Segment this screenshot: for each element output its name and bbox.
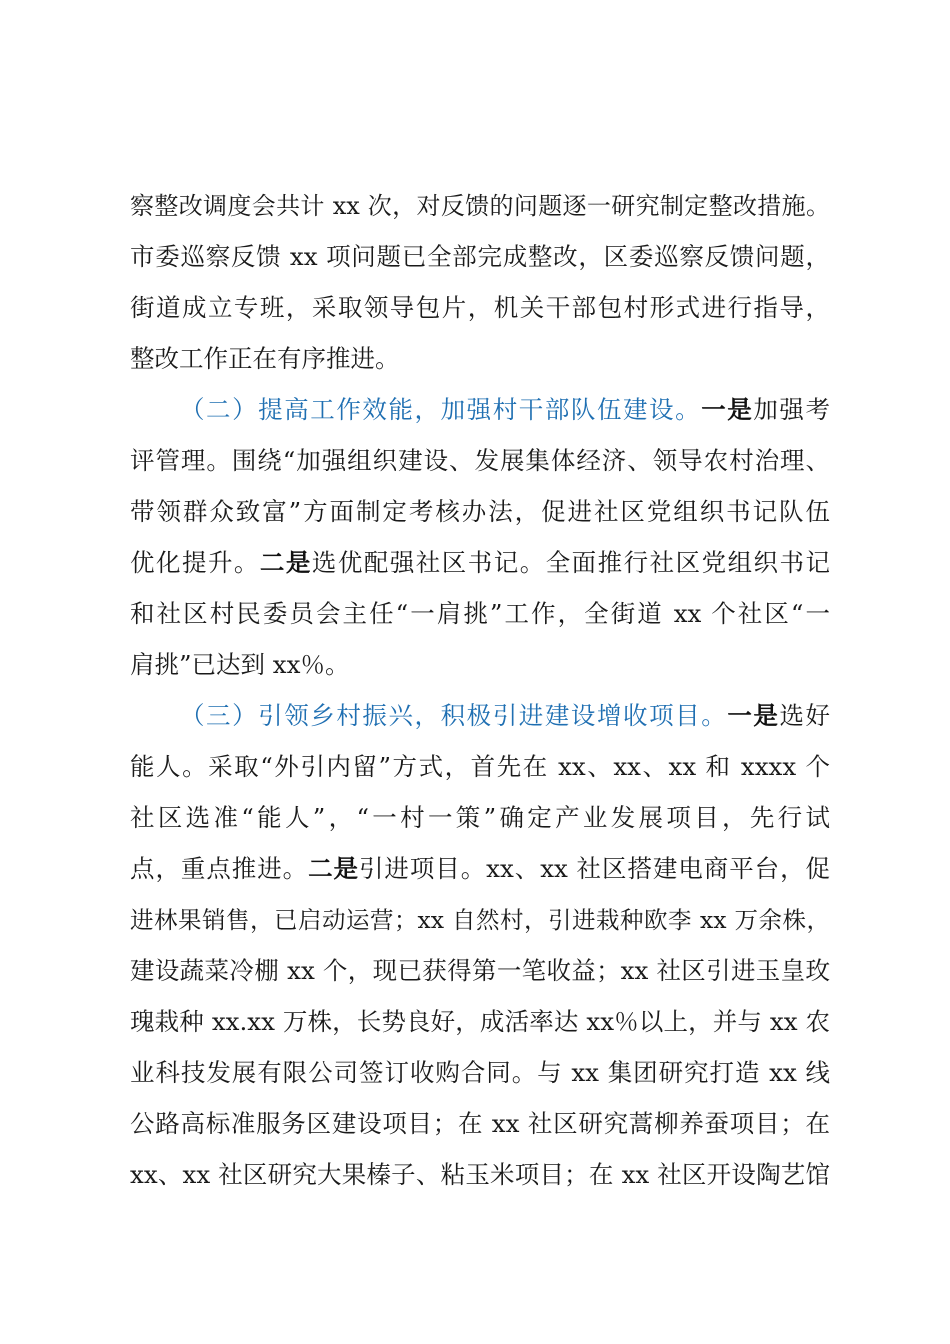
paragraph-2-line-2: 评管理。围绕“加强组织建设、发展集体经济、领导农村治理、 xyxy=(130,446,830,475)
paragraph-3-line-10: xx、xx 社区研究大果榛子、粘玉米项目；在 xx 社区开设陶艺馆 xyxy=(130,1160,830,1189)
paragraph-2-line-4-text: 选优配强社区书记。全面推行社区党组织书记 xyxy=(311,548,831,577)
paragraph-1-line-4: 整改工作正在有序推进。 xyxy=(130,344,400,373)
paragraph-3-line-8: 业科技发展有限公司签订收购合同。与 xx 集团研究打造 xx 线 xyxy=(130,1058,830,1087)
section-heading-2: （二）提高工作效能，加强村干部队伍建设。 xyxy=(180,395,702,424)
paragraph-2-line-5: 和社区村民委员会主任“一肩挑”工作，全街道 xx 个社区“一 xyxy=(130,599,830,628)
paragraph-3-line-1-text: 选好 xyxy=(779,701,830,730)
paragraph-2-line-1 xyxy=(180,390,830,430)
paragraph-3-line-4-head: 点，重点推进。 xyxy=(130,854,309,883)
bold-lead-3: 一是 xyxy=(727,701,780,730)
bold-lead-2: 二是 xyxy=(259,548,312,577)
bold-lead-1: 一是 xyxy=(701,395,754,424)
bold-lead-4: 二是 xyxy=(308,854,359,883)
paragraph-2-line-6: 肩挑”已达到 xx％。 xyxy=(130,650,350,679)
section-heading-3: （三）引领乡村振兴，积极引进建设增收项目。 xyxy=(180,701,728,730)
paragraph-2-line-1-text: 加强考 xyxy=(753,395,830,424)
paragraph-3-line-3: 社区选准“能人”，“一村一策”确定产业发展项目，先行试 xyxy=(130,803,830,832)
paragraph-1-line-3: 街道成立专班，采取领导包片，机关干部包村形式进行指导， xyxy=(130,293,830,322)
paragraph-3-line-7: 瑰栽种 xx.xx 万株，长势良好，成活率达 xx％以上，并与 xx 农 xyxy=(130,1007,830,1036)
paragraph-2-line-3: 带领群众致富”方面制定考核办法，促进社区党组织书记队伍 xyxy=(130,497,830,526)
paragraph-1-line-1: 察整改调度会共计 xx 次，对反馈的问题逐一研究制定整改措施。 xyxy=(130,192,830,220)
paragraph-1-line-2: 市委巡察反馈 xx 项问题已全部完成整改，区委巡察反馈问题， xyxy=(130,242,830,271)
paragraph-2-line-4 xyxy=(130,543,830,583)
paragraph-3-line-1 xyxy=(180,696,830,736)
paragraph-3-line-4 xyxy=(130,849,830,889)
paragraph-3-line-2: 能人。采取“外引内留”方式，首先在 xx、xx、xx 和 xxxx 个 xyxy=(130,752,830,781)
paragraph-3-line-5: 进林果销售，已启动运营；xx 自然村，引进栽种欧李 xx 万余株， xyxy=(130,906,830,934)
paragraph-3-line-9: 公路高标准服务区建设项目；在 xx 社区研究蒿柳养蚕项目；在 xyxy=(130,1109,830,1138)
paragraph-3-line-4-text: 引进项目。xx、xx 社区搭建电商平台，促 xyxy=(358,854,831,883)
paragraph-2-line-4-head: 优化提升。 xyxy=(130,548,260,577)
paragraph-3-line-6: 建设蔬菜冷棚 xx 个，现已获得第一笔收益；xx 社区引进玉皇玫 xyxy=(130,956,830,985)
